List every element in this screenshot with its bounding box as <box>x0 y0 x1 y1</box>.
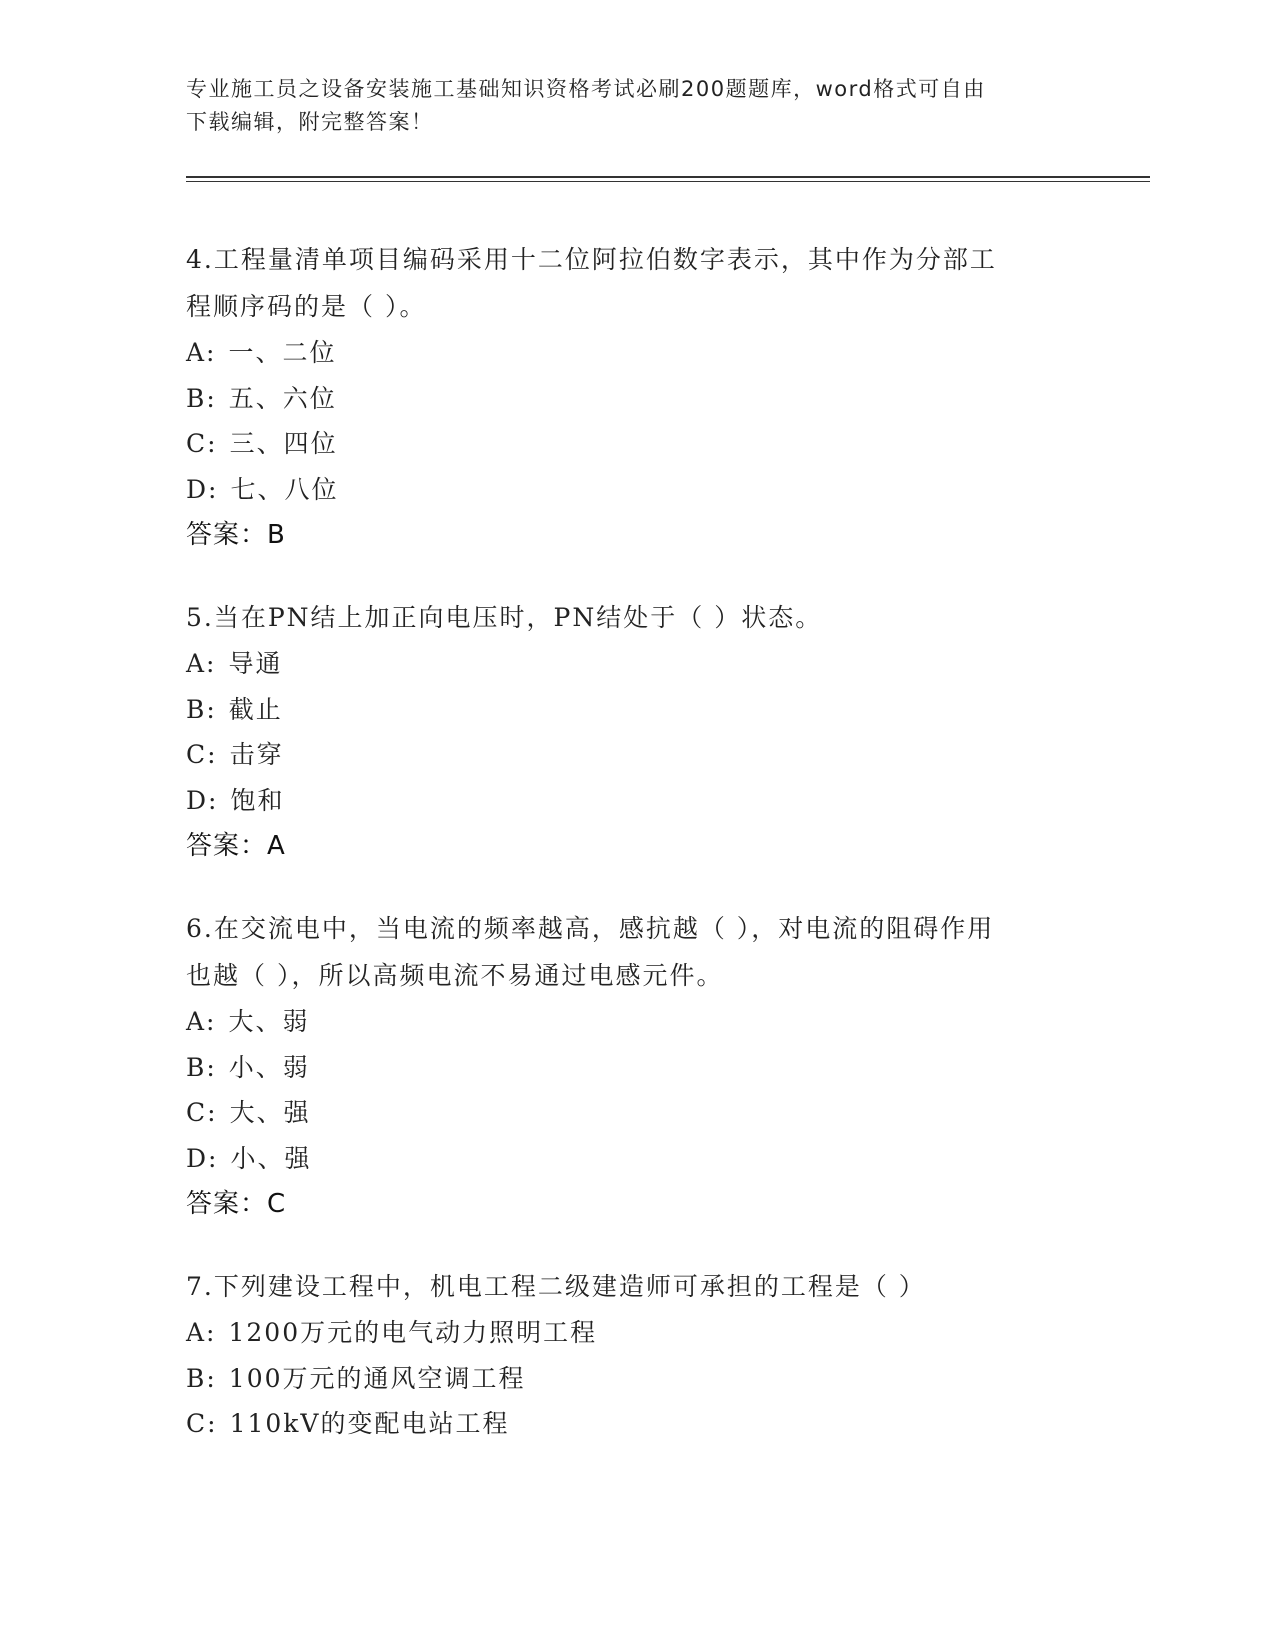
option-text: 三、四位 <box>229 429 338 458</box>
option-a <box>186 330 1086 376</box>
option-text: 小、弱 <box>228 1052 310 1082</box>
option-c <box>186 732 1086 778</box>
option-d <box>186 467 1086 513</box>
question-5 <box>186 594 1086 869</box>
option-key: C: <box>186 1098 218 1127</box>
option-key: A: <box>186 1318 217 1347</box>
option-a <box>186 999 1086 1045</box>
stem-line: 4.工程量清单项目编码采用十二位阿拉伯数字表示，其中作为分部工 <box>186 245 997 274</box>
option-text: 导通 <box>228 649 283 678</box>
document-header <box>186 73 1086 139</box>
option-key: B: <box>186 383 217 413</box>
option-key: B: <box>186 1052 217 1082</box>
option-text: 大、弱 <box>228 1007 310 1036</box>
option-key: B: <box>186 694 217 724</box>
question-stem <box>186 594 1086 641</box>
option-d <box>186 778 1086 824</box>
option-key: C: <box>186 429 218 458</box>
option-text: 五、六位 <box>228 383 337 413</box>
option-b <box>186 376 1086 422</box>
question-6 <box>186 905 1086 1227</box>
option-a <box>186 641 1086 687</box>
header-divider <box>186 176 1150 178</box>
option-text: 击穿 <box>229 740 284 769</box>
option-text: 小、强 <box>230 1143 312 1173</box>
option-text: 110kV的变配电站工程 <box>229 1409 510 1438</box>
option-text: 七、八位 <box>230 474 339 504</box>
stem-line: 5.当在PN结上加正向电压时，PN结处于（ ）状态。 <box>186 603 823 632</box>
option-b <box>186 687 1086 733</box>
option-text: 1200万元的电气动力照明工程 <box>228 1318 598 1347</box>
option-text: 大、强 <box>229 1098 311 1127</box>
option-text: 100万元的通风空调工程 <box>228 1363 526 1393</box>
option-key: A: <box>186 338 217 367</box>
question-4 <box>186 236 1086 558</box>
option-d <box>186 1136 1086 1182</box>
option-key: D: <box>186 1143 219 1173</box>
question-list <box>186 236 1086 1447</box>
option-text: 一、二位 <box>228 338 337 367</box>
option-text: 截止 <box>228 694 283 724</box>
question-stem <box>186 236 1086 330</box>
question-7 <box>186 1263 1086 1447</box>
question-stem <box>186 1263 1086 1310</box>
option-key: B: <box>186 1363 217 1393</box>
option-key: A: <box>186 649 217 678</box>
option-key: A: <box>186 1007 217 1036</box>
header-line: 下载编辑，附完整答案！ <box>186 110 434 134</box>
option-c <box>186 421 1086 467</box>
option-key: C: <box>186 740 218 769</box>
answer-label: 答案：C <box>186 1189 287 1219</box>
option-b <box>186 1356 1086 1402</box>
option-c <box>186 1090 1086 1136</box>
option-a <box>186 1310 1086 1356</box>
stem-line: 也越（ ），所以高频电流不易通过电感元件。 <box>186 961 724 990</box>
stem-line: 6.在交流电中，当电流的频率越高，感抗越（ ），对电流的阻碍作用 <box>186 914 995 943</box>
option-c <box>186 1401 1086 1447</box>
option-key: D: <box>186 474 219 504</box>
header-line: 专业施工员之设备安装施工基础知识资格考试必刷200题题库，word格式可自由 <box>186 77 986 101</box>
option-key: C: <box>186 1409 218 1438</box>
option-key: D: <box>186 785 219 815</box>
question-stem <box>186 905 1086 999</box>
stem-line: 程顺序码的是（ ）。 <box>186 292 427 321</box>
option-b <box>186 1045 1086 1091</box>
answer-label: 答案：B <box>186 520 286 550</box>
stem-line: 7.下列建设工程中，机电工程二级建造师可承担的工程是（ ） <box>186 1272 926 1301</box>
answer-label: 答案：A <box>186 831 286 861</box>
option-text: 饱和 <box>230 785 285 815</box>
header-divider <box>186 181 1150 182</box>
